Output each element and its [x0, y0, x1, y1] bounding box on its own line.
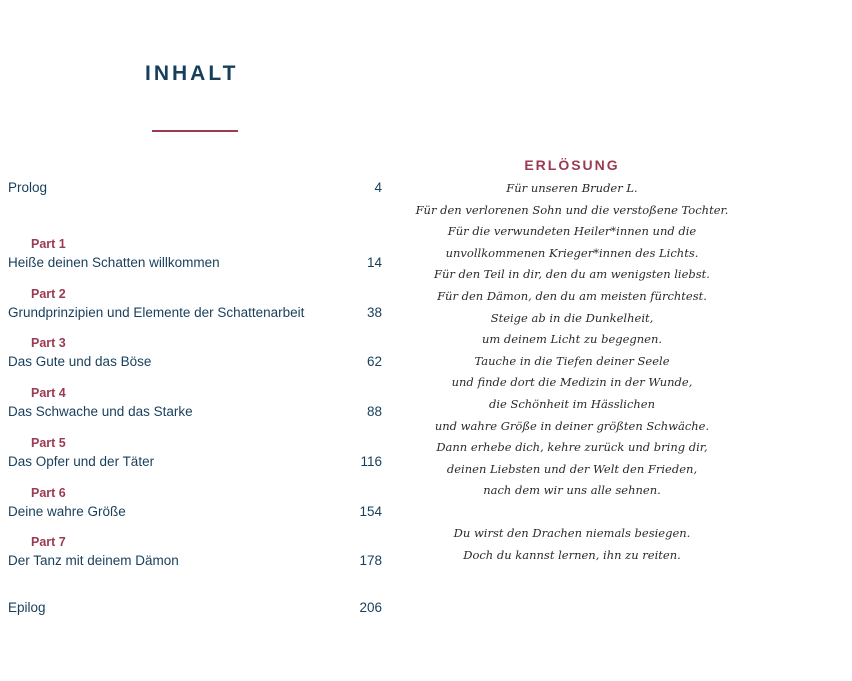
toc-entry-title: Prolog	[8, 180, 48, 195]
dedication-line: Für den verlorenen Sohn und die verstoßene Tochter.	[415, 202, 729, 217]
part-label: Part 1	[31, 237, 66, 251]
dedication-line: Für den Teil in dir, den du am wenigsten liebst.	[434, 267, 710, 282]
toc-entry-page: 4	[374, 180, 382, 195]
toc-entry-page: 14	[366, 255, 382, 270]
toc-entry-page: 62	[366, 354, 382, 369]
page-title: INHALT	[145, 62, 239, 85]
dedication-text	[280, 178, 852, 566]
dedication-line: und finde dort die Medizin in der Wunde,	[451, 375, 693, 390]
toc-entry-title: Heiße deinen Schatten willkommen	[8, 255, 220, 270]
toc-entry-page: 206	[359, 600, 382, 615]
toc-entry-title: Grundprinzipien und Elemente der Schattenarbeit	[8, 305, 305, 320]
dedication-line: unvollkommenen Krieger*innen des Lichts.	[445, 245, 699, 260]
dedication-heading: ERLÖSUNG	[524, 157, 620, 173]
dedication-line: Tauche in die Tiefen deiner Seele	[474, 353, 670, 368]
toc-entry-title: Das Opfer und der Täter	[8, 454, 155, 469]
closing-line: Doch du kannst lernen, ihn zu reiten.	[463, 547, 681, 562]
toc-entry-page: 154	[359, 504, 382, 519]
dedication-line: um deinem Licht zu begegnen.	[481, 332, 663, 347]
dedication-line: Dann erhebe dich, kehre zurück und bring dir,	[436, 440, 708, 455]
part-label: Part 3	[31, 336, 66, 350]
title-divider	[152, 130, 238, 132]
toc-entry-title: Deine wahre Größe	[8, 504, 126, 519]
part-label: Part 5	[31, 436, 66, 450]
dedication-line: Für den Dämon, den du am meisten fürchtest.	[437, 288, 707, 303]
dedication-page	[415, 0, 852, 681]
toc-entry-title: Das Schwache und das Starke	[8, 404, 193, 419]
toc-entry-page: 178	[359, 553, 382, 568]
stanza-gap	[280, 502, 852, 523]
part-label: Part 6	[31, 486, 66, 500]
part-label: Part 2	[31, 287, 66, 301]
toc-entry-page: 38	[366, 305, 382, 320]
toc-entry-page: 116	[360, 454, 382, 469]
dedication-line: Für unseren Bruder L.	[506, 181, 638, 195]
closing-line: Du wirst den Drachen niemals besiegen.	[453, 525, 691, 540]
dedication-line: deinen Liebsten und der Welt den Frieden,	[446, 461, 698, 476]
dedication-line: und wahre Größe in deiner größten Schwäche.	[434, 418, 710, 433]
part-label: Part 4	[31, 386, 66, 400]
dedication-line: nach dem wir uns alle sehnen.	[483, 483, 661, 498]
dedication-line: die Schönheit im Hässlichen	[488, 396, 656, 411]
toc-entry-title: Der Tanz mit deinem Dämon	[8, 553, 179, 568]
toc-entry-page: 88	[366, 404, 382, 419]
dedication-line: Für die verwundeten Heiler*innen und die	[447, 224, 697, 239]
dedication-line: Steige ab in die Dunkelheit,	[490, 310, 654, 325]
toc-entry-title: Das Gute und das Böse	[8, 354, 152, 369]
toc-entry-title: Epilog	[8, 600, 46, 615]
part-label: Part 7	[31, 535, 66, 549]
